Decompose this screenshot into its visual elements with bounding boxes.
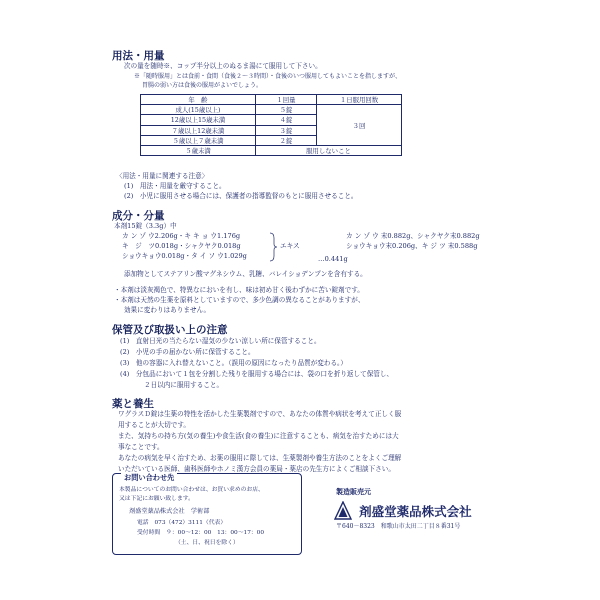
contact-phone-row	[137, 519, 226, 528]
additives: 添加物としてステアリン酸マグネシウム、乳糖、バレイショデンプンを含有する。	[124, 270, 367, 278]
usage-heading: 用法・用量	[112, 50, 165, 62]
remark: ・本剤は淡灰褐色で、特異なにおいを有し、味は初め甘く後わずかに苦い錠剤です。	[114, 286, 364, 294]
brace-icon	[268, 232, 278, 262]
usage-notes-heading: 〈用法・用量に関連する注意〉	[116, 172, 209, 180]
extract-total: …0.441g	[318, 255, 348, 263]
health-line: 用することが大切です。	[118, 421, 191, 429]
extract-label: エキス	[280, 242, 300, 250]
age-cell: ５歳未満	[141, 145, 256, 155]
maker-brand	[334, 500, 472, 521]
dose-cell: ４錠	[256, 115, 317, 125]
usage-note-item: (2) 小児に服用させる場合には、保護者の指導監督のもとに服用させること。	[124, 192, 358, 200]
ingredient-line: カ ン ゾ ウ 末0.882g、シャクヤク末0.882g	[346, 232, 480, 240]
ingredients-basis: 本剤15錠（3.3g）中	[114, 222, 177, 230]
table-header: １日服用回数	[317, 95, 402, 105]
hours-value: ９：00～12：00 13：00～17：00	[166, 530, 265, 536]
ingredients-heading: 成分・分量	[112, 210, 165, 222]
dose-cell: ２錠	[256, 135, 317, 145]
phone-number[interactable]: 073（472）3111（代表）	[154, 520, 227, 526]
maker-label: 製造販売元	[336, 488, 371, 496]
hours-label: 受付時間	[137, 530, 161, 536]
ingredient-line: ショウキョウ末0.206g、キ ジ ツ 末0.588g	[346, 242, 478, 250]
storage-item: (3) 他の容器に入れ替えないこと。（誤用の原因になったり品質が変わる。）	[120, 359, 347, 367]
remark: ・本剤は天然の生薬を原料としていますので、多少色調の異なることがありますが、	[114, 296, 365, 304]
health-line: ワグラスＤ錠は生薬の特性を活かした生薬製剤ですので、あなたの体質や病状を考えて正しく服	[118, 410, 402, 418]
contact-line: 又は下記にお願い致します。	[119, 496, 194, 502]
under5-cell: 服用しないこと	[256, 145, 402, 155]
usage-note-1: ※「随時服用」とは食前・食間（食後２～３時間）・食後のいつ服用してもよいことを指しますが、	[134, 73, 402, 80]
contact-dept: 剤盛堂薬品株式会社 学術部	[129, 508, 210, 515]
storage-item: (2) 小児の手の届かない所に保管すること。	[120, 348, 255, 356]
dose-cell: ５錠	[256, 105, 317, 115]
times-cell: ３回	[317, 105, 402, 146]
usage-note-2: 胃腸の弱い方は食後の服用がよいでしょう。	[142, 82, 263, 89]
contact-hours-row	[137, 529, 264, 538]
table-header-row	[141, 95, 402, 105]
ingredient-line: キ ジ ツ0.018g・シャクヤク0.018g	[122, 242, 241, 250]
contact-line: 本製品についてのお問い合わせは、お買い求めのお店、	[119, 487, 264, 493]
phone-label: 電話	[137, 520, 149, 526]
maker-address: 〒640－8323 和歌山市太田二丁目８番31号	[336, 523, 461, 530]
age-cell: ５歳以上７歳未満	[141, 135, 256, 145]
health-line: 事なことです。	[118, 443, 164, 451]
maker-name: 剤盛堂薬品株式会社	[359, 503, 472, 519]
table-header: １回量	[256, 95, 317, 105]
storage-item: ２日以内に服用すること。	[144, 381, 224, 389]
usage-intro: 次の量を随時※、コップ半分以上のぬるま湯にて服用して下さい。	[124, 62, 322, 70]
age-cell: 成人(15歳以上)	[141, 105, 256, 115]
storage-heading: 保管及び取扱い上の注意	[112, 324, 228, 336]
health-line: あなたの病気を早く治すため、お薬の服用に際しては、生薬製剤や養生方法のことをよくご理解	[118, 454, 402, 462]
table-header: 年 齢	[141, 95, 256, 105]
age-cell: ７歳以上12歳未満	[141, 125, 256, 135]
contact-box	[112, 473, 302, 555]
dosage-table	[140, 94, 402, 156]
contact-title: お問い合わせ先	[121, 473, 177, 483]
age-cell: 12歳以上15歳未満	[141, 115, 256, 125]
dose-cell: ３錠	[256, 125, 317, 135]
usage-note-item: (1) 用法・用量を厳守すること。	[124, 182, 226, 190]
table-row	[141, 105, 402, 115]
health-line: いただいている医師、歯科医師やホノミ漢方会員の薬局・薬店の先生方によくご相談下さい。	[118, 465, 395, 473]
contact-closed: （土、日、祝日を除く）	[175, 540, 239, 546]
table-row	[141, 145, 402, 155]
storage-item: (4) 分包品において１包を分割した残りを服用する場合には、袋の口を折り返して保管し、	[120, 370, 394, 378]
health-heading: 薬と養生	[112, 398, 154, 410]
company-seal-icon	[334, 501, 352, 521]
ingredient-line: ショウキョウ0.018g・タ イ ソ ウ1.029g	[122, 252, 247, 260]
ingredient-line: カ ン ゾ ウ2.206g・キ キ ョ ウ1.176g	[122, 232, 241, 240]
remark: 効果に変わりはありません。	[124, 306, 211, 314]
storage-item: (1) 直射日光の当たらない湿気の少ない涼しい所に保管すること。	[120, 337, 321, 345]
health-line: また、気持ちの持ち方(気の養生)や食生活(食の養生)に注意することも、病気を治すためには大	[118, 432, 399, 440]
